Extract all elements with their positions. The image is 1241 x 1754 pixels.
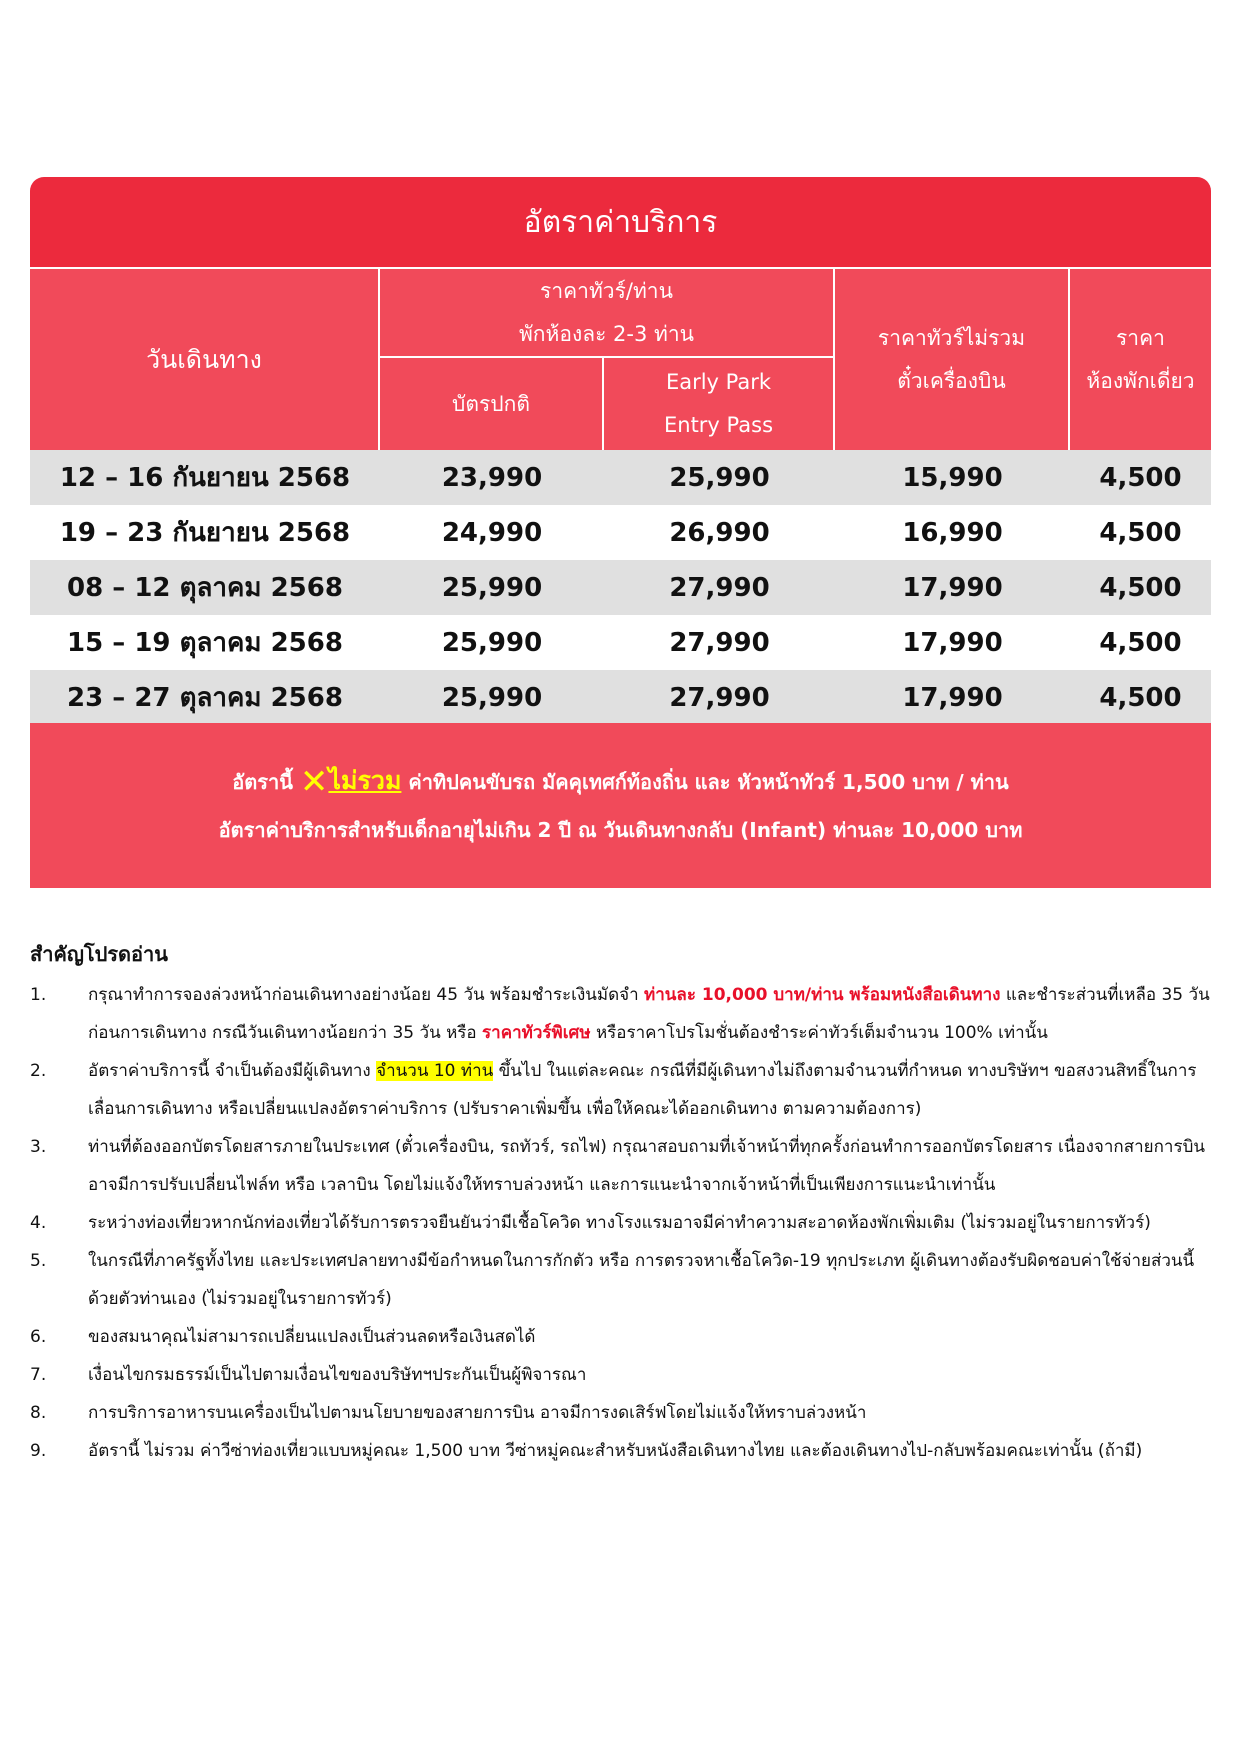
- note-item: 9. อัตรานี้ ไม่รวม ค่าวีซ่าท่องเที่ยวแบบหมู่คณะ 1,500 บาท วีซ่าหมู่คณะสำหรับหนังสือเดินทางไทย และต้องเดินทางไป-กลับพร้อมคณะเท่านั้น (ถ้ามี): [30, 1441, 1143, 1461]
- header-normal: บัตรปกติ: [380, 358, 602, 450]
- highlight-min-travelers: จำนวน 10 ท่าน: [376, 1061, 494, 1081]
- rate-note-line-2: อัตราค่าบริการสำหรับเด็กอายุไม่เกิน 2 ปี ณ วันเดินทางกลับ (Infant) ท่านละ 10,000 บาท: [218, 818, 1023, 842]
- table-row: [30, 505, 1211, 560]
- rate-note-line-1: อัตรานี้ ✕ไม่รวม ค่าทิปคนขับรถ มัคคุเทศก์ท้องถิ่น และ หัวหน้าทัวร์ 1,500 บาท / ท่าน: [232, 762, 1009, 802]
- cell-early: 27,990: [669, 572, 770, 603]
- note-item: 6. ของสมนาคุณไม่สามารถเปลี่ยนแปลงเป็นส่วนลดหรือเงินสดได้: [30, 1327, 536, 1347]
- note-item: 5. ในกรณีที่ภาครัฐทั้งไทย และประเทศปลายทางมีข้อกำหนดในการกักตัว หรือ การตรวจหาเชื้อโควิด-19 ทุกประเภท ผู้เดินทางต้องรับผิดชอบค่าใช้จ่ายส่วนนี้ด้วยตัวท่านเอง (ไม่รวมอยู่ในรายการทัวร์): [30, 1251, 1195, 1309]
- cell-date: 08 – 12 ตุลาคม 2568: [67, 573, 343, 603]
- header-date: วันเดินทาง: [30, 269, 378, 450]
- cell-single: 4,500: [1099, 682, 1182, 713]
- cell-early: 27,990: [669, 682, 770, 713]
- rate-notes-box: [30, 723, 1211, 888]
- note-item: 7. เงื่อนไขกรมธรรม์เป็นไปตามเงื่อนไขของบริษัทฯประกันเป็นผู้พิจารณา: [30, 1365, 587, 1385]
- table-row: [30, 615, 1211, 670]
- cell-no-ticket: 17,990: [902, 627, 1003, 658]
- note-item: 4. ระหว่างท่องเที่ยวหากนักท่องเที่ยวได้รับการตรวจยืนยันว่ามีเชื้อโควิด ทางโรงแรมอาจมีค่าทำความสะอาดห้องพักเพิ่มเติม (ไม่รวมอยู่ในรายการทัวร์): [30, 1213, 1151, 1233]
- cell-date: 12 – 16 กันยายน 2568: [59, 463, 351, 493]
- rate-banner: [30, 177, 1211, 267]
- table-row: [30, 560, 1211, 615]
- cell-normal: 25,990: [441, 572, 543, 603]
- cell-no-ticket: 17,990: [902, 572, 1003, 603]
- table-row: [30, 450, 1211, 505]
- cell-single: 4,500: [1099, 627, 1182, 658]
- header-no-ticket: ราคาทัวร์ไม่รวม ตั๋วเครื่องบิน: [835, 269, 1068, 450]
- header-early: Early Park Entry Pass: [604, 358, 833, 450]
- cell-normal: 25,990: [441, 627, 543, 658]
- cell-date: 19 – 23 กันยายน 2568: [59, 518, 351, 548]
- cell-normal: 25,990: [441, 682, 543, 713]
- cell-single: 4,500: [1099, 572, 1182, 603]
- note-item: 3. ท่านที่ต้องออกบัตรโดยสารภายในประเทศ (ตั๋วเครื่องบิน, รถทัวร์, รถไฟ) กรุณาสอบถามที่เจ้าหน้าที่ทุกครั้งก่อนทำการออกบัตรโดยสาร เนื่องจากสายการบินอาจมีการปรับเปลี่ยนไฟล์ท หรือ เวลาบิน โดยไม่แจ้งให้ทราบล่วงหน้า และการแนะนำจากเจ้าหน้าที่เป็นเพียงการแนะนำเท่านั้น: [30, 1137, 1205, 1195]
- cell-normal: 24,990: [441, 517, 543, 548]
- cell-early: 27,990: [669, 627, 770, 658]
- cell-early: 25,990: [669, 462, 770, 493]
- important-notes: [30, 938, 1211, 1470]
- cell-date: 23 – 27 ตุลาคม 2568: [67, 683, 343, 713]
- cell-date: 15 – 19 ตุลาคม 2568: [67, 628, 343, 658]
- rate-title: อัตราค่าบริการ: [523, 204, 718, 240]
- cell-single: 4,500: [1099, 462, 1182, 493]
- note-item: 8. การบริการอาหารบนเครื่องเป็นไปตามนโยบายของสายการบิน อาจมีการงดเสิร์ฟโดยไม่แจ้งให้ทราบล่วงหน้า: [30, 1403, 867, 1423]
- table-header: [30, 269, 1211, 450]
- cell-no-ticket: 16,990: [902, 517, 1003, 548]
- header-single: ราคา ห้องพักเดี่ยว: [1070, 269, 1211, 450]
- cell-no-ticket: 15,990: [902, 462, 1003, 493]
- price-table: [30, 177, 1211, 842]
- header-price-group: ราคาทัวร์/ท่าน พักห้องละ 2-3 ท่าน: [380, 269, 833, 356]
- cell-single: 4,500: [1099, 517, 1182, 548]
- note-item: 2. อัตราค่าบริการนี้ จำเป็นต้องมีผู้เดินทาง จำนวน 10 ท่าน ขึ้นไป ในแต่ละคณะ กรณีที่มีผู้เดินทางไม่ถึงตามจำนวนที่กำหนด ทางบริษัทฯ ขอสงวนสิทธิ์ในการเลื่อนการเดินทาง หรือเปลี่ยนแปลงอัตราค่าบริการ (ปรับราคาเพิ่มขึ้น เพื่อให้คณะได้ออกเดินทาง ตามความต้องการ): [30, 1061, 1197, 1119]
- cell-early: 26,990: [669, 517, 770, 548]
- not-included-label: ไม่รวม: [328, 766, 402, 795]
- cell-no-ticket: 17,990: [902, 682, 1003, 713]
- notes-title: สำคัญโปรดอ่าน: [30, 942, 168, 966]
- table-row: [30, 670, 1211, 725]
- cell-normal: 23,990: [441, 462, 543, 493]
- x-mark-icon: ✕: [299, 762, 329, 802]
- note-item: 1. กรุณาทำการจองล่วงหน้าก่อนเดินทางอย่างน้อย 45 วัน พร้อมชำระเงินมัดจำ ท่านละ 10,000 บาท/ท่าน พร้อมหนังสือเดินทาง และชำระส่วนที่เหลือ 35 วัน ก่อนการเดินทาง กรณีวันเดินทางน้อยกว่า 35 วัน หรือ ราคาทัวร์พิเศษ หรือราคาโปรโมชั่นต้องชำระค่าทัวร์เต็มจำนวน 100% เท่านั้น: [30, 985, 1210, 1043]
